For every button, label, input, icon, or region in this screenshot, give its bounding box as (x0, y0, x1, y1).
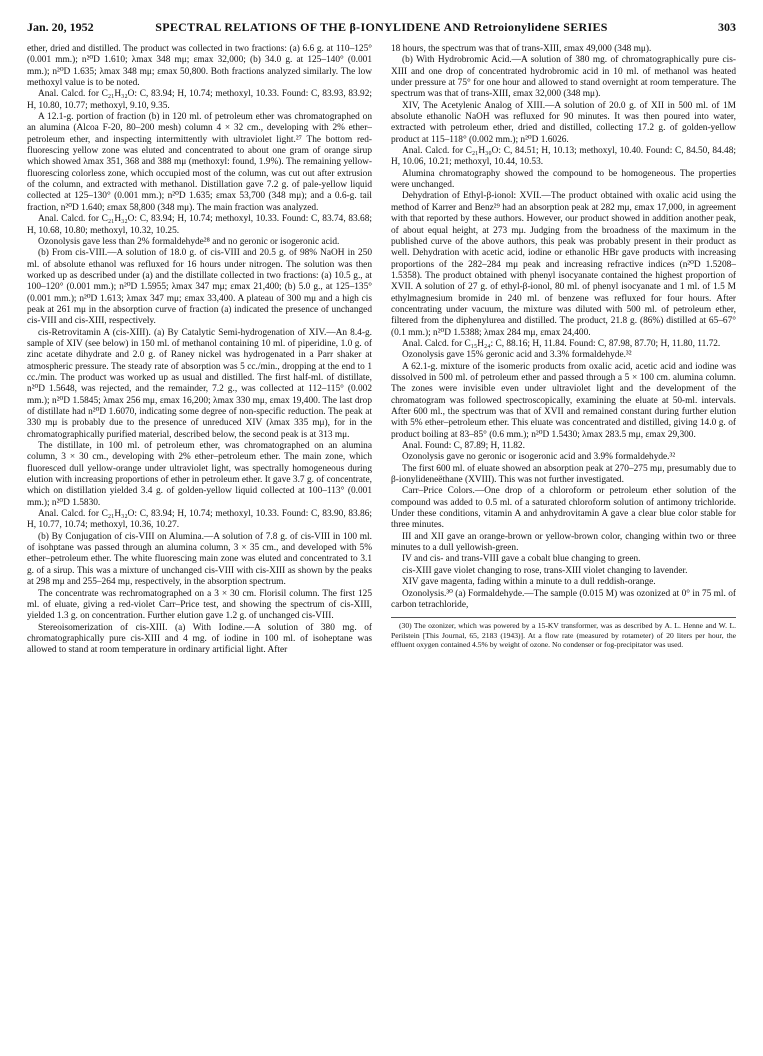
paragraph: XIV gave magenta, fading within a minute to a dull reddish-orange. (402, 577, 656, 588)
paragraph: cis-Retrovitamin A (cis-XIII). (a) By Catalytic Semi-hydrogenation of XIV.—An 8.4-g. sample of XIV (see below) in 150 ml. of methanol containing 10 ml. of piperidine, 1.0 g. of zinc acetate dihydrate and 2.0 g. of Raney nickel was hydrogenated in a Parr shaker at atmospheric pressure. The steady rate of absorption was 5 cc./min., dropping at the end to 1 cc./min. The product was worked up as usual and distilled. The first half-ml. of distillate, n²⁰D 1.5648, was rejected, and the remainder, 7.2 g., was collected at 112–115° (0.002 mm.); n²⁰D 1.5845; λmax 256 mμ, εmax 16,200; λmax 330 mμ, εmax 19,400. The last drop of distillate had n²⁰D 1.6070, indicating some degree of non-specific reduction. The peak at 330 mμ is probably due to the presence of unreduced XIV (λmax 335 mμ), for in the chromatographically purified material, described below, the second peak is at 313 mμ. (27, 327, 372, 440)
paragraph: (b) From cis-VIII.—A solution of 18.0 g. of cis-VIII and 20.5 g. of 98% NaOH in 250 ml. of absolute ethanol was refluxed for 16 hours under nitrogen. The solution was then worked up as described under (a) and the distillate collected in two fractions: (a) 10.5 g., at 100–120° (0.001 mm.); n²⁰D 1.5955; λmax 347 mμ; εmax 21,400; (b) 5.0 g., at 125–135° (0.001 mm.); n²⁰D 1.613; λmax 347 mμ; εmax 33,400. A plateau of 300 mμ and a high cis peak at 261 mμ in the absorption curve of fraction (a) indicated the presence of unchanged cis-VIII and cis-XIII, respectively. (27, 248, 372, 327)
page-number: 303 (718, 20, 736, 34)
paragraph: Anal. Calcd. for C₂₁H₃₂O: C, 83.94; H, 10.74; methoxyl, 10.33. Found: C, 83.74, 83.68; H, 10.68, 10.80; methoxyl, 10.32, 10.25. (27, 214, 372, 236)
paragraph: XIV, The Acetylenic Analog of XIII.—A solution of 20.0 g. of XII in 500 ml. of 1M absolute ethanolic NaOH was refluxed for 90 minutes. It was then poured into water, extracted with petroleum ether, dried and distilled, collecting 17.2 g. of golden-yellow product at 115–118° (0.002 mm.); n²⁰D 1.6026. (391, 100, 736, 145)
footnotes (391, 617, 736, 649)
paragraph: Alumina chromatography showed the compound to be homogeneous. The properties were unchanged. (391, 168, 736, 191)
paragraph: A 12.1-g. portion of fraction (b) in 120 ml. of petroleum ether was chromatographed on an alumina (Alcoa F-20, 80–200 mesh) column 4 × 32 cm., developing with 2% ether–petroleum ether, and inspecting intermittently with ultraviolet light.²⁷ The bottom red-fluorescing yellow zone was eluted and concentrated to about one gram of orange sirup which showed λmax 351, 368 and 388 mμ (methoxyl: found, 1.9%). The remaining yellow-fluorescing colorless zone, which occupied most of the column, was cut out after extrusion of the column, and extracted with methanol. Distillation gave 7.2 g. of pale-yellow liquid collected at 125–130° (0.001 mm.); n²⁰D 1.635; εmax 53,700 (348 mμ); and a 0.6-g. tail fraction, n²⁰D 1.640; εmax 58,800 (348 mμ). The main fraction was analyzed. (27, 112, 372, 213)
paragraph: (b) With Hydrobromic Acid.—A solution of 380 mg. of chromatographically pure cis-XIII and one drop of concentrated hydrobromic acid in 10 ml. of methanol was heated under pressure at 75° for one hour and allowed to stand overnight at room temperature. The spectrum was that of trans-XIII, εmax 32,000 (348 mμ). (391, 55, 736, 100)
paragraph: III and XII gave an orange-brown or yellow-brown color, changing within two or three minutes to a dull yellowish-green. (391, 531, 736, 554)
paragraph: cis-XIII gave violet changing to rose, trans-XIII violet changing to lavender. (402, 565, 688, 576)
paragraph: Stereoisomerization of cis-XIII. (a) With Iodine.—A solution of 380 mg. of chromatographically pure cis-XIII and 4 mg. of iodine in 100 ml. of isoheptane was allowed to stand at room temperature in ordinary artificial light. After (27, 622, 372, 656)
paragraph: The first 600 ml. of eluate showed an absorption peak at 270–275 mμ, presumably due to β-ionylideneëthane (XVIII). This was not further investigated. (391, 463, 736, 486)
paragraph: IV and cis- and trans-VIII gave a cobalt blue changing to green. (402, 554, 641, 565)
right-column-body (391, 44, 736, 611)
footnote: (30) The ozonizer, which was powered by a 15-KV transformer, was as described by A. L. Henne and W. L. Perilstein [This Journal, 65, 2183 (1943)]. At a flow rate (measured by rotameter) of 20 liters per hour, the effluent oxygen contained 4.5% by weight of ozone. No condenser or fog-precipitator was used. (391, 621, 736, 649)
header-date: Jan. 20, 1952 (27, 20, 94, 34)
running-header (27, 20, 736, 40)
paragraph: 18 hours, the spectrum was that of trans-XIII, εmax 49,000 (348 mμ). (391, 44, 652, 54)
paragraph: Anal. Calcd. for C₂₁H₃₂O: C, 83.94; H, 10.74; methoxyl, 10.33. Found: C, 83.93, 83.92; H, 10.80, 10.77; methoxyl, 9.10, 9.35. (27, 89, 372, 111)
right-column (391, 44, 736, 1044)
paragraph: (b) By Conjugation of cis-VIII on Alumina.—A solution of 7.8 g. of cis-VIII in 100 ml. of isohptane was passed through an alumina column, 3 × 35 cm., and developed with 5% ether–petroleum ether. The white fluorescing main zone was eluted and concentrated to 3.1 g. of a sirup. This was a mixture of unchanged cis-VIII with cis-XIII as shown by the peaks at 298 mμ and 255–264 mμ, respectively, in the absorption spectrum. (27, 531, 372, 588)
paragraph: Ozonolysis.³⁰ (a) Formaldehyde.—The sample (0.015 M) was ozonized at 0° in 75 ml. of carbon tetrachloride, (391, 588, 736, 610)
paragraph: The distillate, in 100 ml. of petroleum ether, was chromatographed on an alumina column, 3 × 30 cm., developing with 2% ether–petroleum ether. The main zone, which fluoresced dull yellow-orange under ultraviolet light, was spectrally homogeneous during elution with increasing proportions of ether in petroleum ether. It gave 3.7 g. of concentrate, which on distillation yielded 3.4 g. of golden-yellow liquid collected at 100–113° (0.001 mm.); n²⁰D 1.5830. (27, 441, 372, 508)
paragraph: Ozonolysis gave no geronic or isogeronic acid and 3.9% formaldehyde.³² (402, 452, 676, 463)
paragraph: The concentrate was rechromatographed on a 3 × 30 cm. Florisil column. The first 125 ml. of eluate, giving a red-violet Carr–Price test, and showing the spectrum of cis-XIII, yielded 1.3 g. on concentration. Further elution gave 1.2 g. of unchanged cis-VIII. (27, 588, 372, 622)
paragraph: Ozonolysis gave 15% geronic acid and 3.3% formaldehyde.³² (402, 350, 632, 361)
paragraph: ether, dried and distilled. The product was collected in two fractions: (a) 6.6 g. at 110–125° (0.001 mm.); n²⁰D 1.610; λmax 348 mμ; εmax 32,000; (b) 34.0 g. at 125–140° (0.001 mm.); n²⁰D 1.635; λmax 348 mμ; εmax 50,800. Both fractions analyzed similarly. The low methoxyl value is to be noted. (27, 44, 372, 89)
paragraph: Anal. Calcd. for C₂₁H₃₀O: C, 84.51; H, 10.13; methoxyl, 10.40. Found: C, 84.50, 84.48; H, 10.06, 10.21; methoxyl, 10.44, 10.53. (391, 146, 736, 168)
header-title: SPECTRAL RELATIONS OF THE β-IONYLIDENE AND Retroionylidene SERIES (155, 20, 608, 34)
left-column (27, 44, 372, 1044)
paragraph: Anal. Calcd. for C₁₅H₂₄: C, 88.16; H, 11.84. Found: C, 87.98, 87.70; H, 11.80, 11.72. (402, 338, 721, 349)
paragraph: Carr–Price Colors.—One drop of a chloroform or petroleum ether solution of the compound was added to 0.5 ml. of a saturated chloroform solution of antimony trichloride. Under these conditions, vitamin A and anhydrovitamin A gave a clear blue color stable for three minutes. (391, 486, 736, 531)
paragraph: A 62.1-g. mixture of the isomeric products from oxalic acid, acetic acid and iodine was dissolved in 500 ml. of petroleum ether and passed through a 5 × 100 cm. alumina column. The zones were invisible even under ultraviolet light and the development of the chromatogram was followed spectroscopically, examining the eluate at 50-ml. intervals. After 600 ml., the spectrum was that of XVII and remained constant during further elution with 5% ether–petroleum ether. This eluate was concentrated and distilled, giving 14.0 g. of product boiling at 83–85° (0.6 mm.); n²⁰D 1.5430; λmax 283.5 mμ, εmax 29,300. (391, 361, 736, 440)
paragraph: Anal. Found: C, 87.89; H, 11.82. (402, 441, 525, 452)
paragraph: Ozonolysis gave less than 2% formaldehyde²⁸ and no geronic or isogeronic acid. (38, 236, 340, 247)
paragraph: Anal. Calcd. for C₂₁H₃₂O: C, 83.94; H, 10.74; methoxyl, 10.33. Found: C, 83.90, 83.86; H, 10.77, 10.74; methoxyl, 10.36, 10.27. (27, 509, 372, 531)
paragraph: Dehydration of Ethyl-β-ionol: XVII.—The product obtained with oxalic acid using the method of Karrer and Benz²⁹ had an absorption peak at 282 mμ, εmax 17,000, in agreement with that reported by these authors. However, our product showed in addition another peak, of about equal height, at 273 mμ. Judging from the broadness of the maximum in the published curve of the above authors, this peak was probably present in their product as well. Dehydration with acetic acid, iodine or ethanolic HBr gave products with increasing proportions of the 282–284 mμ peak and increasing refractive indices (n²⁰D 1.5208–1.5358). The product obtained with phenyl isocyanate contained the highest proportion of XVII. A solution of 27 g. of ethyl-β-ionol, 80 ml. of phenyl isocyanate and 1 ml. of 1.5 M ethylmagnesium bromide in 240 ml. of benzene was refluxed for four hours. After concentrating under vacuum, the mixture was diluted with 500 ml. of petroleum ether, filtered from the diphenylurea and distilled. The product, 21.8 g. (86%) distilled at 65–67° (0.1 mm.); n²⁰D 1.5388; λmax 284 mμ, εmax 24,400. (391, 191, 736, 338)
